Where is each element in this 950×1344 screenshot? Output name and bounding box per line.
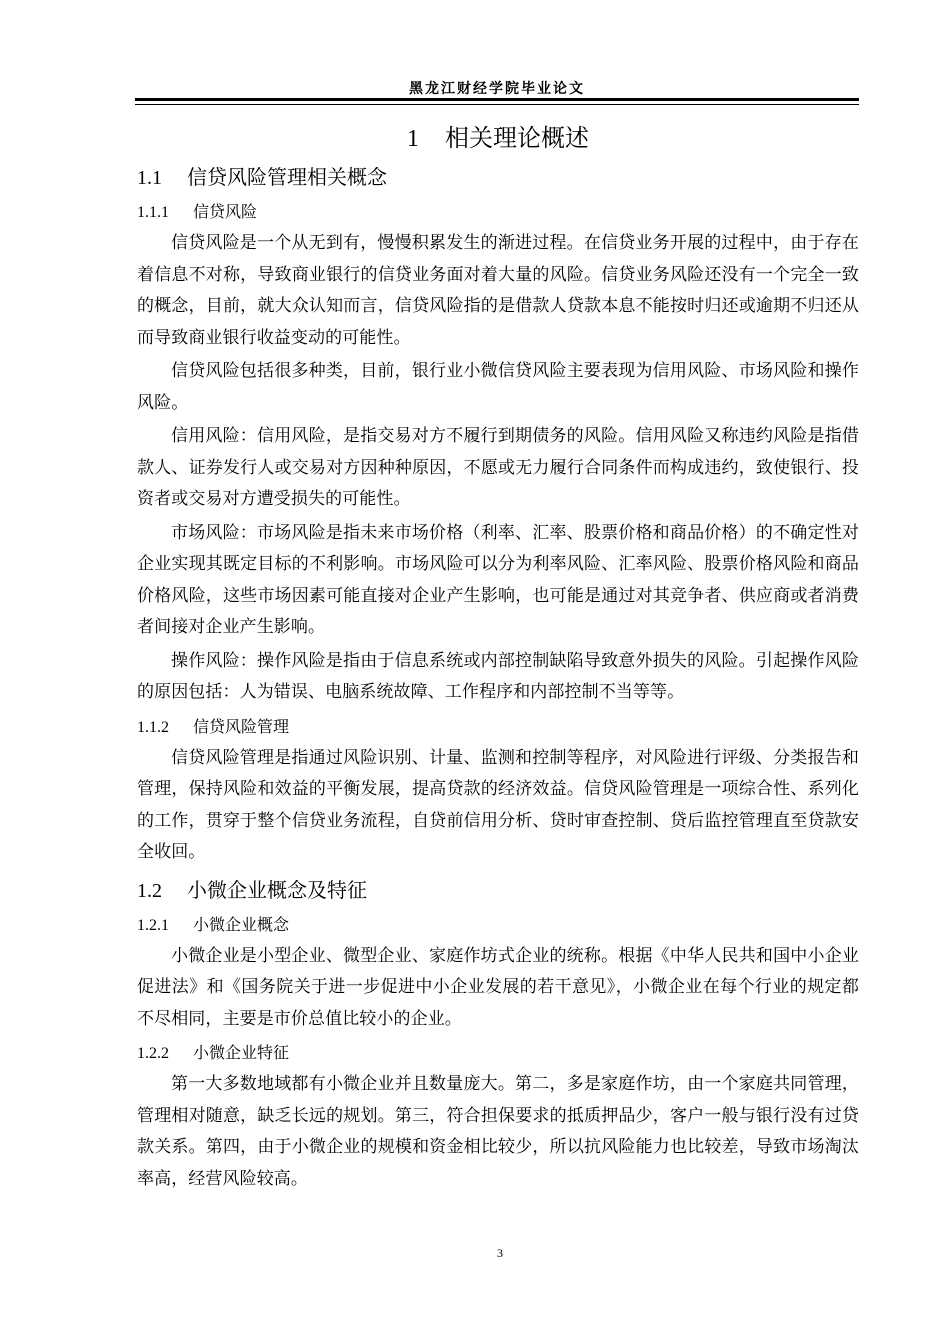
subsection-number: 1.1.1	[137, 204, 169, 221]
header-rule-thin	[135, 104, 859, 105]
subsection-heading-1-2-1	[137, 909, 859, 941]
page-number: 3	[497, 1246, 503, 1260]
subsection-heading-1-1-1	[137, 196, 859, 228]
subsection-title: 小微企业概念	[193, 914, 290, 934]
subsection-title: 小微企业特征	[193, 1043, 290, 1062]
section-number: 1.1	[137, 167, 162, 189]
paragraph: 第一大多数地域都有小微企业并且数量庞大。第二，多是家庭作坊，由一个家庭共同管理，管理相对随意，缺乏长远的规划。第三，符合担保要求的抵质押品少，客户一般与银行没有过贷款关系。第四，由于小微企业的规模和资金相比较少，所以抗风险能力也比较差，导致市场淘汰率高，经营风险较高。	[137, 1074, 859, 1189]
section-heading-1-1	[137, 158, 859, 196]
subsection-title: 信贷风险	[193, 202, 258, 221]
paragraph: 市场风险：市场风险是指未来市场价格（利率、汇率、股票价格和商品价格）的不确定性对企业实现其既定目标的不利影响。市场风险可以分为利率风险、汇率风险、股票价格风险和商品价格风险，这些市场因素可能直接对企业产生影响，也可能是通过对其竞争者、供应商或者消费者间接对企业产生影响。	[137, 522, 859, 637]
chapter-title-text: 相关理论概述	[445, 124, 589, 152]
paragraph: 信贷风险管理是指通过风险识别、计量、监测和控制等程序，对风险进行评级、分类报告和管理，保持风险和效益的平衡发展，提高贷款的经济效益。信贷风险管理是一项综合性、系列化的工作，贯穿于整个信贷业务流程，自贷前信用分析、贷时审查控制、贷后监控管理直至贷款安全收回。	[137, 747, 859, 862]
section-number: 1.2	[137, 879, 162, 902]
subsection-title: 信贷风险管理	[193, 716, 290, 736]
paragraph: 小微企业是小型企业、微型企业、家庭作坊式企业的统称。根据《中华人民共和国中小企业促进法》和《国务院关于进一步促进中小企业发展的若干意见》，小微企业在每个行业的规定都不尽相同，主要是市价总值比较小的企业。	[137, 945, 859, 1029]
section-title: 小微企业概念及特征	[187, 877, 367, 902]
subsection-heading-1-2-2	[137, 1037, 859, 1069]
chapter-number: 1	[407, 126, 419, 152]
paragraph: 信贷风险是一个从无到有，慢慢积累发生的渐进过程。在信贷业务开展的过程中，由于存在着信息不对称，导致商业银行的信贷业务面对着大量的风险。信贷业务风险还没有一个完全一致的概念，目前，就大众认知而言，信贷风险指的是借款人贷款本息不能按时归还或逾期不归还从而导致商业银行收益变动的可能性。	[137, 233, 859, 348]
paragraph: 信贷风险包括很多种类，目前，银行业小微信贷风险主要表现为信用风险、市场风险和操作风险。	[137, 361, 859, 413]
section-title: 信贷风险管理相关概念	[187, 165, 387, 189]
section-heading-1-2	[137, 871, 859, 909]
running-header: 黑龙江财经学院毕业论文	[409, 81, 585, 97]
subsection-number: 1.1.2	[137, 718, 169, 736]
subsection-heading-1-1-2	[137, 711, 859, 743]
subsection-number: 1.2.2	[137, 1045, 169, 1062]
body-content	[137, 118, 859, 1197]
chapter-title	[137, 118, 859, 158]
paragraph: 操作风险：操作风险是指由于信息系统或内部控制缺陷导致意外损失的风险。引起操作风险的原因包括：人为错误、电脑系统故障、工作程序和内部控制不当等等。	[137, 650, 859, 702]
subsection-number: 1.2.1	[137, 916, 169, 934]
header-rule-thick	[135, 98, 859, 101]
paragraph: 信用风险：信用风险，是指交易对方不履行到期债务的风险。信用风险又称违约风险是指借款人、证券发行人或交易对方因种种原因，不愿或无力履行合同条件而构成违约，致使银行、投资者或交易对方遭受损失的可能性。	[137, 426, 859, 509]
